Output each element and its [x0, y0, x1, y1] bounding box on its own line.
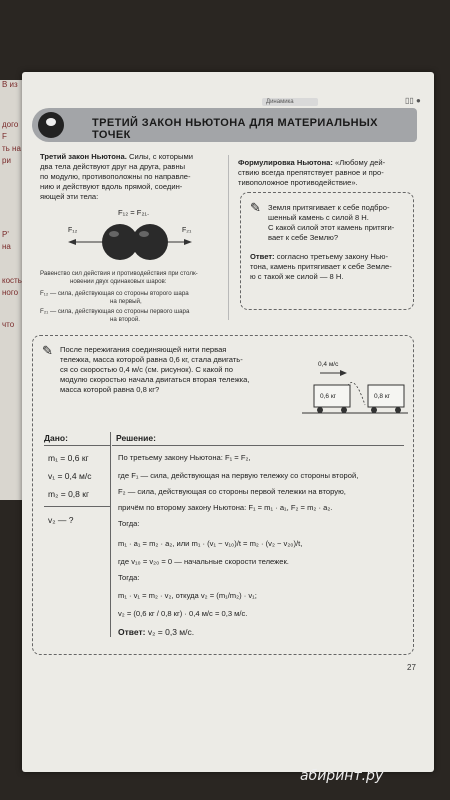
- carts-figure: [300, 355, 410, 420]
- caption-line: новении двух одинаковых шаров:: [70, 278, 167, 285]
- section-label: Динамика: [262, 98, 318, 106]
- solution-title: Решение:: [116, 433, 156, 443]
- prev-page-text: ри: [2, 156, 11, 165]
- definition-line: F₂₁ — сила, действующая со стороны первого шара: [40, 308, 190, 315]
- definition-f21: [40, 308, 228, 324]
- question-line: шенный камень с силой 8 Н.: [268, 213, 369, 222]
- given-underline: [44, 445, 110, 446]
- formulation-text: тивоположное противодействие».: [238, 178, 358, 187]
- reader-icon: [38, 112, 64, 138]
- prev-page-text: ть на: [2, 144, 21, 153]
- example-question: [268, 203, 408, 243]
- given-separator: [44, 506, 110, 507]
- force-label-f12: F₁₂: [68, 227, 78, 234]
- prev-page-text: на: [2, 242, 11, 251]
- watermark: абиринт.ру: [300, 768, 384, 784]
- problem-line: масса которой равна 0,8 кг?: [60, 385, 160, 394]
- answer-label: Ответ:: [118, 627, 146, 637]
- problem-line: модулю скоростью начала двигаться вторая тележка,: [60, 375, 250, 384]
- law-text: по модулю, противоположны по направле-: [40, 172, 191, 181]
- given-item: m₁ = 0,6 кг: [48, 453, 89, 463]
- book-icon: ▯▯ ●: [405, 96, 421, 105]
- problem-line: тележка, масса которой равна 0,6 кг, стала двигать-: [60, 355, 243, 364]
- solution-line: причём по второму закону Ньютона: F₁ = m₁ · a₁, F₂ = m₂ · a₂.: [118, 503, 333, 512]
- solution-line: Тогда:: [118, 519, 140, 528]
- definition-line: на первый,: [110, 298, 142, 305]
- example-answer: [250, 252, 408, 282]
- solution-line: Тогда:: [118, 573, 140, 582]
- law-text: нию и действуют вдоль прямой, соедин-: [40, 182, 183, 191]
- page-number: 27: [407, 663, 416, 672]
- law-text: Силы, с которыми: [128, 152, 193, 161]
- problem-line: После пережигания соединяющей нити первая: [60, 345, 227, 354]
- solution-equation: m₁ · v₁ = m₂ · v₂, откуда v₂ = (m₁/m₂) · v₁;: [118, 591, 257, 600]
- caption-line: Равенство сил действия и противодействия при столк-: [40, 270, 198, 277]
- law-text: два тела действуют друг на друга, равны: [40, 162, 186, 171]
- newton-formulation: [238, 158, 416, 188]
- solution-calculation: v₂ = (0,6 кг / 0,8 кг) · 0,4 м/с = 0,3 м/с.: [118, 609, 248, 618]
- prev-page-text: дого: [2, 120, 19, 129]
- force-label-f21: F₂₁: [182, 227, 192, 234]
- law-formula: F₁₂ = F₂₁.: [118, 208, 150, 217]
- definition-line: F₁₂ — сила, действующая со стороны второго шара: [40, 290, 189, 297]
- find-item: v₂ — ?: [48, 515, 74, 525]
- figure-caption: [40, 270, 228, 286]
- law-text: яющей эти тела:: [40, 192, 99, 201]
- law-intro: [40, 152, 226, 202]
- given-item: v₁ = 0,4 м/с: [48, 471, 92, 481]
- cart1-mass-label: 0,6 кг: [320, 393, 337, 400]
- given-divider: [110, 432, 111, 637]
- definition-f12: [40, 290, 228, 306]
- previous-page-edge: [0, 80, 24, 500]
- question-line: вает к себе Землю?: [268, 233, 339, 242]
- solution-answer: [118, 626, 194, 638]
- column-divider: [228, 155, 229, 320]
- prev-page-text: кость: [2, 276, 22, 285]
- answer-line: тона, камень притягивает к себе Земле-: [250, 262, 392, 271]
- formulation-title: Формулировка Ньютона:: [238, 158, 333, 167]
- formulation-text: ствию всегда препятствует равное и про-: [238, 168, 384, 177]
- problem-line: ся со скоростью 0,4 м/с (см. рисунок). С какой по: [60, 365, 233, 374]
- solution-underline: [112, 445, 404, 446]
- answer-title: Ответ:: [250, 252, 275, 261]
- prev-page-text: что: [2, 320, 15, 329]
- topic-banner: [32, 108, 417, 142]
- formulation-text: «Любому дей-: [335, 158, 386, 167]
- topic-title: ТРЕТИЙ ЗАКОН НЬЮТОНА ДЛЯ МАТЕРИАЛЬНЫХ ТОЧЕК: [92, 117, 378, 141]
- answer-line: ю с такой же силой — 8 Н.: [250, 272, 344, 281]
- answer-value: v₂ = 0,3 м/с.: [147, 627, 195, 637]
- prev-page-text: В из: [2, 80, 18, 89]
- solution-line: F₂ — сила, действующая со стороны первой тележки на вторую,: [118, 487, 346, 496]
- problem-text: [60, 345, 300, 395]
- solution-line: По третьему закону Ньютона: F₁ = F₂,: [118, 453, 251, 462]
- collision-figure: [50, 216, 220, 268]
- answer-line: согласно третьему закону Нью-: [276, 252, 389, 261]
- definition-line: на второй.: [110, 316, 140, 323]
- pencil-icon: ✎: [42, 343, 53, 358]
- law-title: Третий закон Ньютона.: [40, 152, 127, 161]
- prev-page-text: F: [2, 132, 7, 141]
- solution-line: где v₁₀ = v₂₀ = 0 — начальные скорости тележек.: [118, 557, 289, 566]
- pencil-icon: ✎: [250, 200, 261, 215]
- cart-speed-label: 0,4 м/с: [318, 361, 339, 368]
- solution-equation: m₁ · a₁ = m₂ · a₂, или m₁ · (v₁ − v₁₀)/t = m₂ · (v₂ − v₂₀)/t,: [118, 539, 303, 548]
- question-line: С какой силой этот камень притяги-: [268, 223, 395, 232]
- prev-page-text: ного: [2, 288, 19, 297]
- given-title: Дано:: [44, 433, 68, 443]
- given-item: m₂ = 0,8 кг: [48, 489, 90, 499]
- prev-page-text: Р': [2, 230, 9, 239]
- cart2-mass-label: 0,8 кг: [374, 393, 391, 400]
- solution-line: где F₁ — сила, действующая на первую тележку со стороны второй,: [118, 471, 359, 480]
- question-line: Земля притягивает к себе подбро-: [268, 203, 390, 212]
